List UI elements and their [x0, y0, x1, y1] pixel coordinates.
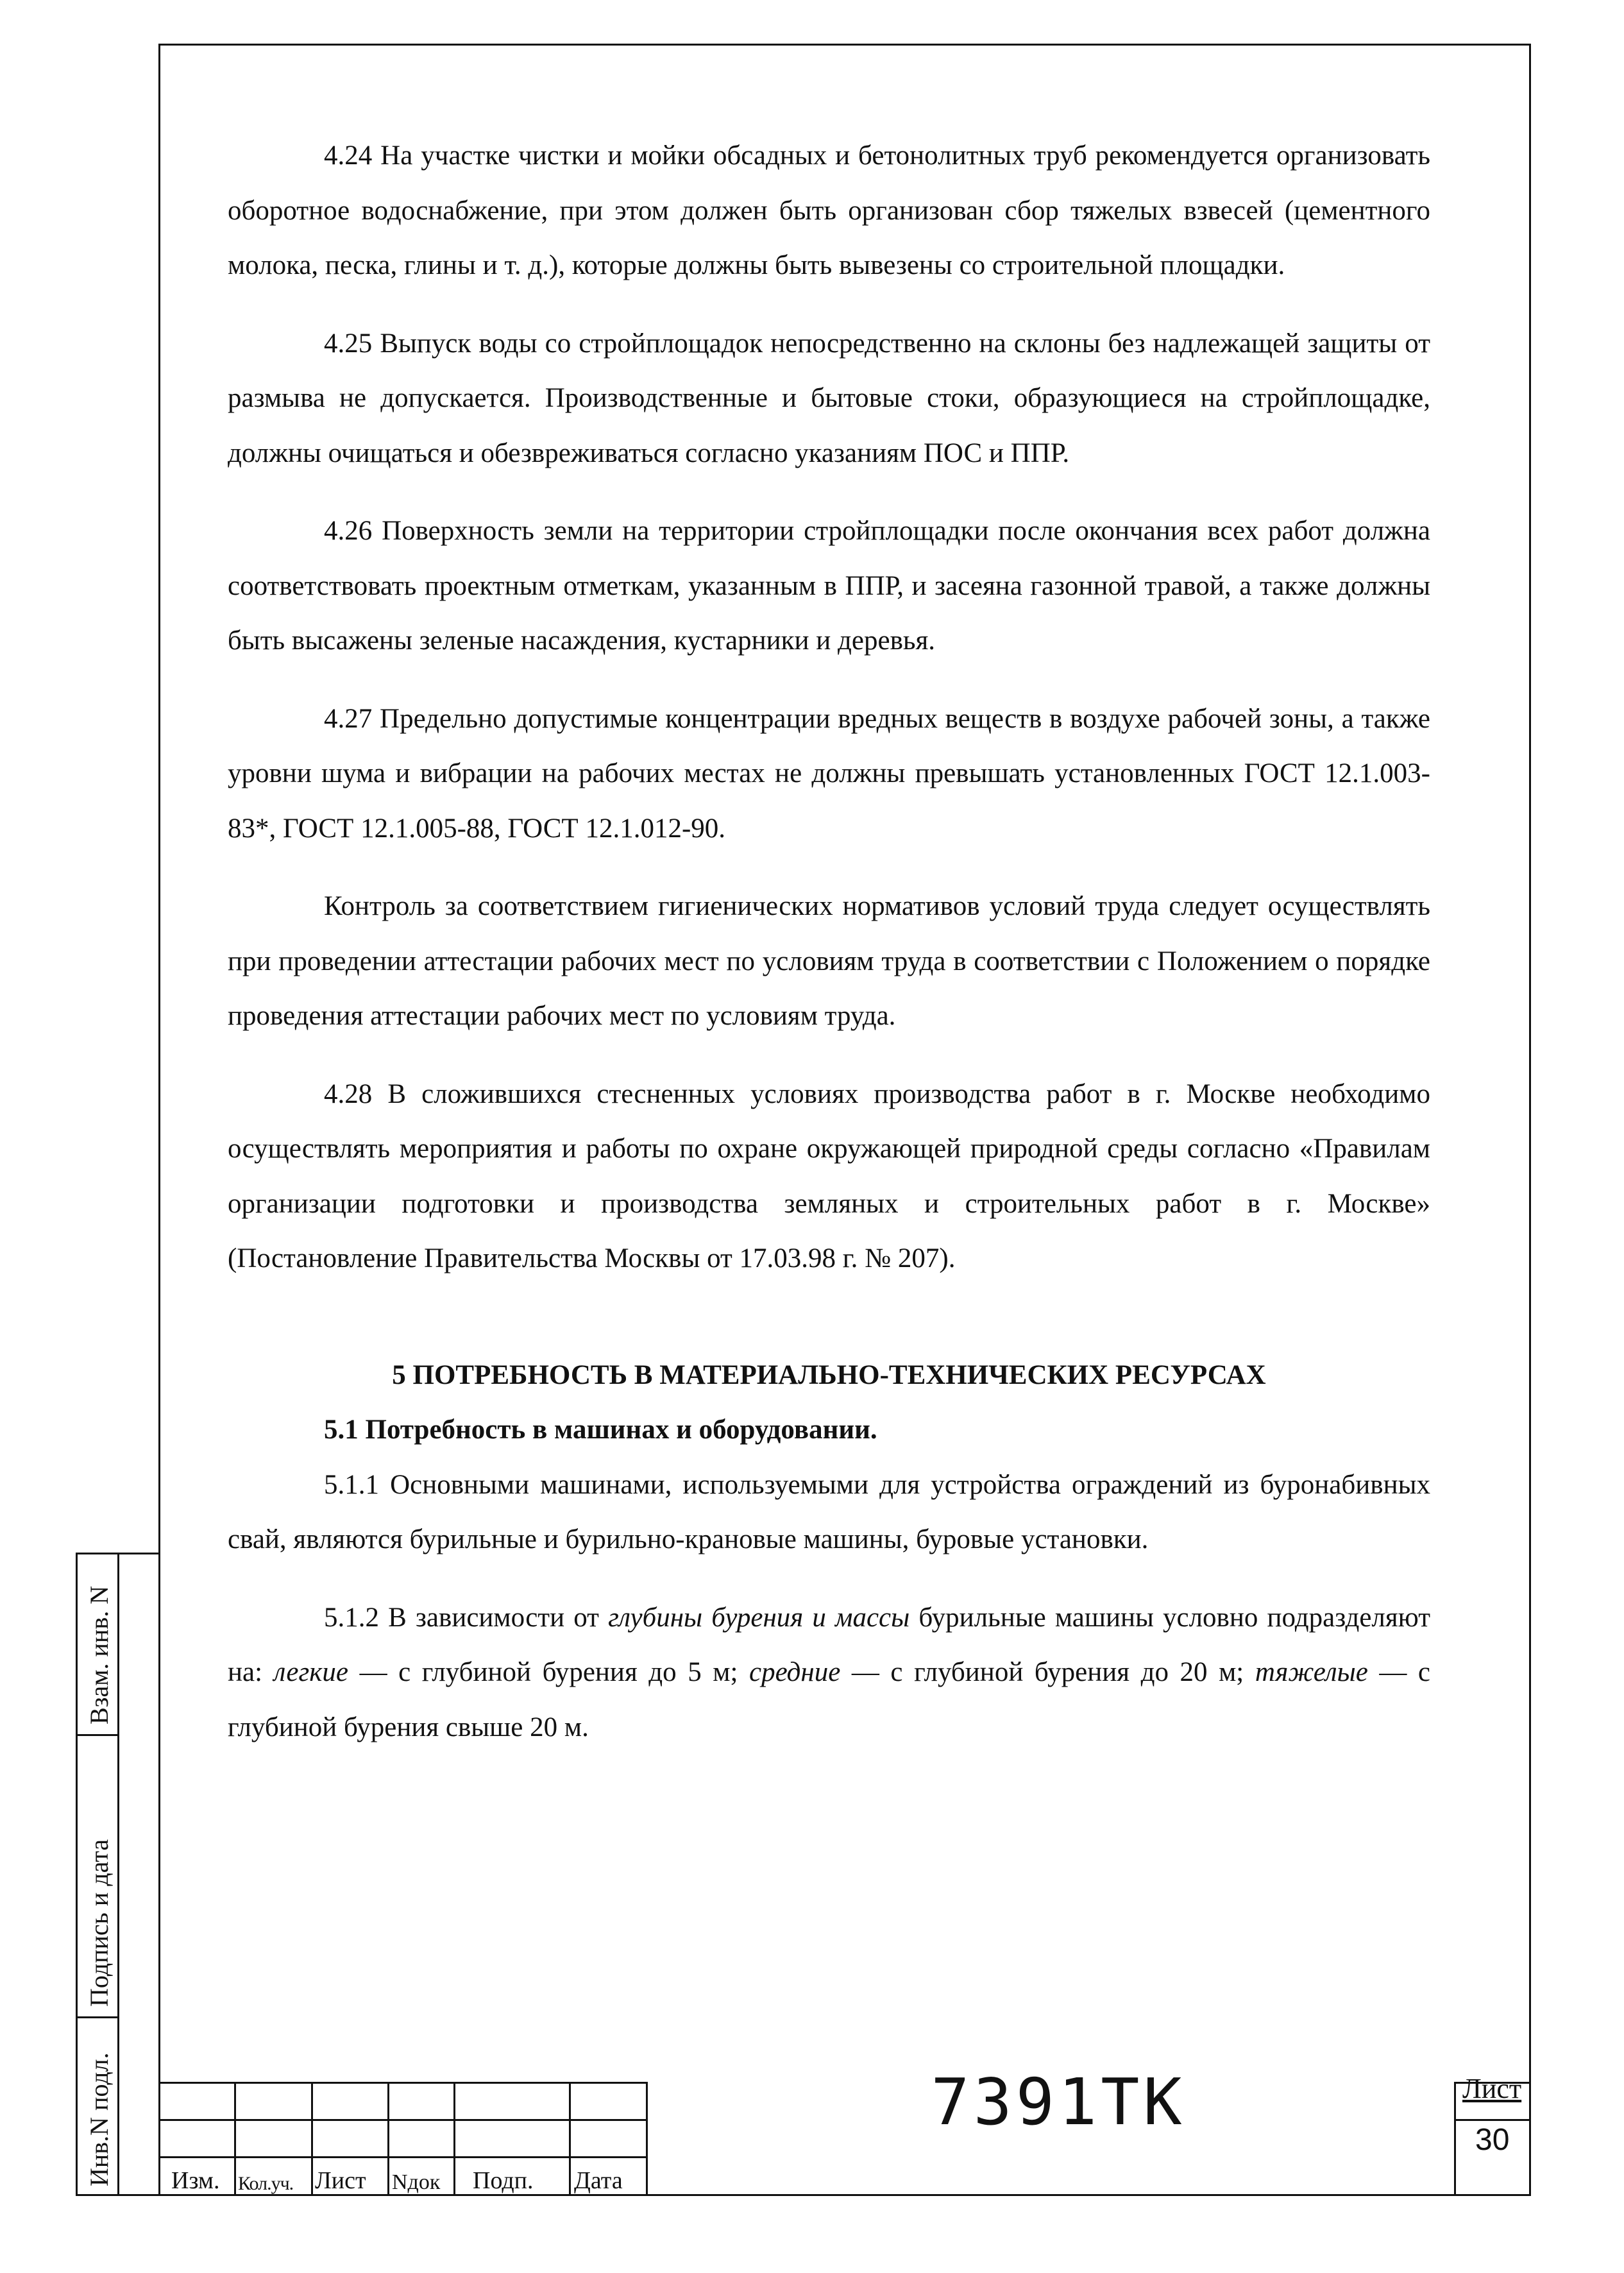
text-run: — с глубиной бурения до 20 м;: [840, 1657, 1255, 1687]
tb-line: [158, 2082, 160, 2196]
tb-line: [453, 2082, 455, 2196]
paragraph-4-24: 4.24 На участке чистки и мойки обсадных и бетонолитных труб рекомендуется организовать оборотное водоснабжение, при этом должен быть организован сбор тяжелых взвесей (цементного молока, песка, глины и т. д.), которые должны быть вывезены со строительной площадки.: [228, 140, 1430, 280]
italic-run: глубины бурения и массы: [608, 1602, 910, 1633]
paragraph-control: Контроль за соответствием гигиенических нормативов условий труда следует осуществлять при проведении аттестации рабочих мест по условиям труда в соответствии с Положением о порядке проведения аттестации рабочих мест по условиям труда.: [228, 891, 1430, 1031]
sheet-label: Лист: [1462, 2073, 1522, 2104]
paragraph-4-28: 4.28 В сложившихся стесненных условиях производства работ в г. Москве необходимо осуществлять мероприятия и работы по охране окружающей природной среды согласно «Правилам организации подготовки и производства земляных и строительных работ в г. Москве» (Постановление Правительства Москвы от 17.03.98 г. № 207).: [228, 1078, 1430, 1273]
stamp-label-podpis: Подпись и дата: [85, 1839, 114, 2007]
text-run: 5.1.2 В зависимости от: [324, 1602, 609, 1633]
italic-run: легкие: [273, 1657, 348, 1687]
tb-line: [569, 2082, 571, 2196]
paragraph-4-26: 4.26 Поверхность земли на территории стройплощадки после окончания всех работ должна соответствовать проектным отметкам, указанным в ППР, и засеяна газонной травой, а также должны быть высажены зеленые насаждения, кустарники и деревья.: [228, 516, 1430, 656]
document-code: 7391ТК: [931, 2064, 1186, 2140]
tb-line: [158, 2082, 646, 2084]
text-run: — с глубиной бурения до 5 м;: [348, 1657, 750, 1687]
stamp-label-vzam: Взам. инв. N: [85, 1585, 114, 1724]
paragraph-4-27: 4.27 Предельно допустимые концентрации вредных веществ в воздухе рабочей зоны, а также уровни шума и вибрации на рабочих местах не должны превышать установленных ГОСТ 12.1.003-83*, ГОСТ 12.1.005-88, ГОСТ 12.1.012-90.: [228, 703, 1430, 844]
italic-run: тяжелые: [1255, 1657, 1368, 1687]
tb-line: [646, 2082, 648, 2196]
tb-izm: Изм.: [171, 2167, 220, 2194]
tb-podp: Подп.: [473, 2167, 534, 2194]
stamp-divider: [78, 2016, 119, 2018]
tb-line: [234, 2082, 236, 2196]
tb-list: Лист: [315, 2167, 366, 2194]
tb-line: [1454, 2082, 1456, 2196]
paragraph-5-1-1: 5.1.1 Основными машинами, используемыми для устройства ограждений из буронабивных свай, являются бурильные и бурильно-крановые машины, буровые установки.: [228, 1469, 1430, 1554]
tb-ndok: Nдок: [392, 2170, 441, 2194]
sheet-number: 30: [1475, 2123, 1510, 2157]
tb-kol: Кол.уч.: [238, 2173, 294, 2194]
italic-run: средние: [749, 1657, 841, 1687]
text-run: бурильные машины условно подразделяют на:: [228, 1602, 1431, 1687]
stamp-label-inv: Инв.N подл.: [85, 2052, 114, 2186]
text-run: — с глубиной бурения свыше 20 м.: [228, 1657, 1430, 1742]
tb-line: [1454, 2119, 1531, 2121]
tb-line: [158, 2156, 646, 2158]
tb-line: [311, 2082, 313, 2196]
tb-line: [387, 2082, 389, 2196]
side-stamp: [76, 1553, 158, 2196]
document-body: [228, 128, 1430, 1755]
stamp-divider: [78, 1734, 119, 1736]
tb-line: [158, 2119, 646, 2121]
section-heading: 5 ПОТРЕБНОСТЬ В МАТЕРИАЛЬНО-ТЕХНИЧЕСКИХ РЕСУРСАХ: [392, 1359, 1266, 1390]
paragraph-4-25: 4.25 Выпуск воды со стройплощадок непосредственно на склоны без надлежащей защиты от размыва не допускается. Производственные и бытовые стоки, образующиеся на стройплощадке, должны очищаться и обезвреживаться согласно указаниям ПОС и ППР.: [228, 328, 1430, 468]
subsection-heading: 5.1 Потребность в машинах и оборудовании.: [324, 1415, 877, 1445]
tb-data: Дата: [574, 2167, 623, 2194]
paragraph-5-1-2: [228, 1590, 1430, 1755]
